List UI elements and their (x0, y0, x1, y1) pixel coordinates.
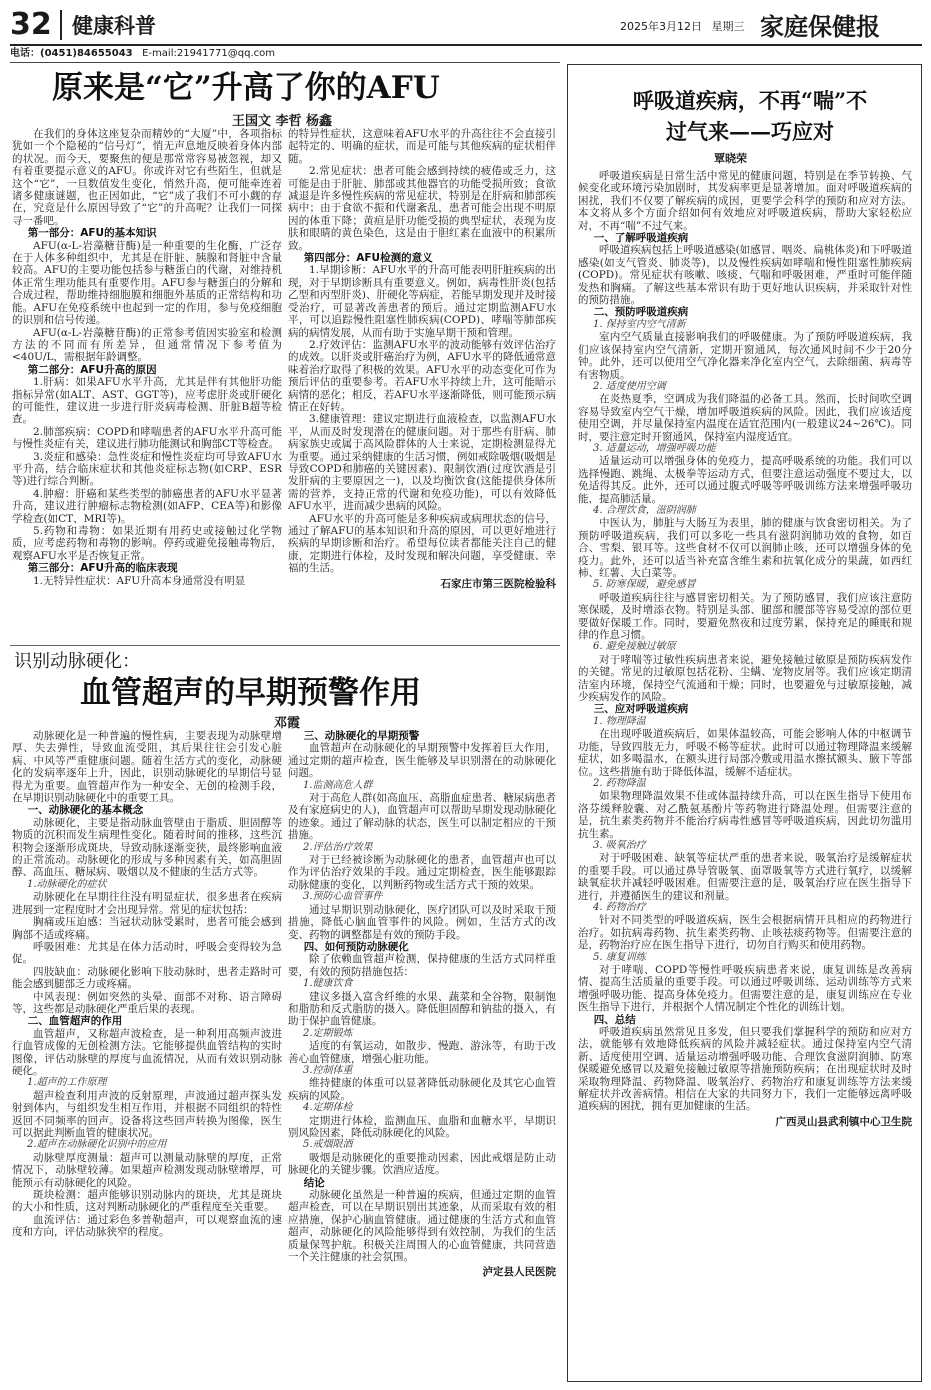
affiliation: 广西灵山县武利镇中心卫生院 (775, 1115, 912, 1128)
paragraph: 四肢缺血：动脉硬化影响下肢动脉时，患者走路时可能会感到腿部乏力或疼痛。 (12, 965, 282, 991)
paragraph: 2.疗效评估：监测AFU水平的波动能够有效评估治疗的成效。以肝炎或肝癌治疗为例，AFU水平的降低通常意味着治疗取得了积极的效果。AFU水平的动态变化可作为预后评估的重要参考。若AFU水平持续上升，这可能暗示病情的恶化；相反，若AFU水平逐渐降低，则可能预示病情正在好转。 (288, 338, 556, 413)
paragraph: 血管超声，又称超声波检查，是一种利用高频声波进行血管成像的无创检测方法。它能够提供血管结构的实时图像，评估动脉壁的厚度与血流情况，从而有效识别动脉硬化。 (12, 1027, 282, 1077)
subsection-heading: 4.定期体检 (303, 1102, 353, 1114)
paragraph: 对于哮喘等过敏性疾病患者来说，避免接触过敏原是预防疾病发作的关键。常见的过敏原包括花粉、尘螨、宠物皮屑等。我们应该定期清洁室内环境，保持空气流通和干燥；同时，也要避免与过敏原接触，减少疾病发作的风险。 (578, 653, 912, 704)
subsection-heading: 3. 吸氧治疗 (593, 839, 646, 851)
subsection-heading: 5. 防寒保暖，避免感冒 (593, 579, 696, 591)
paragraph: 呼吸道疾病往往与感冒密切相关。为了预防感冒，我们应该注意防寒保暖，及时增添衣物。特别是头部、腿部和腰部等容易受凉的部位更要做好保暖工作。同时，要避免熬夜和过度劳累，保持充足的睡眠和规律的作息习惯。 (578, 591, 912, 642)
paragraph: 4.肿瘤：肝癌和某些类型的肺癌患者的AFU水平显著升高，建议进行肿瘤标志物检测(如AFP、CEA等)和影像学检查(如CT、MRI等)。 (12, 487, 282, 525)
affiliation: 泸定县人民医院 (482, 1266, 556, 1279)
article1-column-left (12, 128, 282, 640)
paragraph: 呼吸道疾病包括上呼吸道感染(如感冒、咽炎、扁桃体炎)和下呼吸道感染(如支气管炎、肺炎等)，以及慢性疾病如哮喘和慢性阻塞性肺疾病(COPD)。常见症状有咳嗽、咳痰、气喘和呼吸困难，严重时可能伴随发热和胸痛。了解这些基本常识有助于更好地认识疾病，并采取针对性的预防措施。 (578, 244, 912, 307)
paragraph: 定期进行体检，监测血压、血脂和血糖水平，早期识别风险因素，降低动脉硬化的风险。 (288, 1114, 556, 1139)
subsection-heading: 5. 康复训练 (593, 951, 646, 963)
section-heading: 第二部分：AFU升高的原因 (27, 363, 157, 376)
subsection-heading: 1. 物理降温 (593, 715, 646, 727)
paragraph: 1.早期诊断：AFU水平的升高可能表明肝脏疾病的出现，对于早期诊断具有重要意义。例如，病毒性肝炎(包括乙型和丙型肝炎)、肝硬化等病症，若能早期发现并及时接受治疗，可显著改善患者的预后。通过定期监测AFU水平，可以追踪慢性阻塞性肺疾病(COPD)、哮喘等肺部疾病的病情发展，从而有助于实施早期干预和管理。 (288, 264, 556, 339)
paragraph: 动脉硬化虽然是一种普遍的疾病，但通过定期的血管超声检查，可以在早期识别出其迹象，从而采取有效的相应措施，保护心脑血管健康。通过健康的生活方式和血管超声，动脉硬化的风险能够得到有效控制，为我们的生活质量保驾护航。积极关注周围人的心血管健康，共同营造一个关注健康的社会氛围。 (288, 1189, 556, 1264)
date-text: 2025年3月12日 (620, 20, 702, 33)
paragraph: 对于已经被诊断为动脉硬化的患者，血管超声也可以作为评估治疗效果的手段。通过定期检查，医生能够跟踪动脉健康的变化，以判断药物或生活方式干预的效果。 (288, 854, 556, 891)
paragraph: 在炎热夏季，空调成为我们降温的必备工具。然而，长时间吹空调容易导致室内空气干燥，增加呼吸道疾病的风险。因此，我们应该适度使用空调，并尽量保持室内温度在适宜范围内(一般建议24~26℃)。同时，要注意定时开窗通风，保持室内湿度适宜。 (578, 393, 912, 443)
subsection-heading: 6. 避免接触过敏原 (593, 641, 676, 653)
section-heading: 结论 (303, 1176, 325, 1189)
article1-title: 原来是“它”升高了你的AFU (52, 70, 440, 106)
paragraph: 在我们的身体这座复杂而精妙的“大厦”中，各项指标犹如一个个隐秘的“信号灯”，悄无声息地反映着身体内部的状况。而今天，要聚焦的便是那常常容易被忽视，却又有着重要提示意义的AFU。你或许对它有些陌生，但就是这个“它”，一旦数值发生变化，悄然升高，便可能牵连着诸多健康谜题，也正因如此，“它”成了我们不可小觑的存在，究竟是什么原因导致了“它”的升高呢？让我们一同探寻一番吧。 (12, 128, 282, 227)
paragraph: AFU(α-L-岩藻糖苷酶)是一种重要的生化酶，广泛存在于人体多种组织中，尤其是在肝脏、胰腺和肾脏中含量较高。AFU的主要功能包括参与糖蛋白的代谢，对维持机体正常生理功能具有重要作用。AFU参与糖蛋白的分解和合成过程，帮助维持细胞膜和细胞外基质的正常结构和功能。AFU在免疫系统中也起到一定的作用，参与免疫细胞的识别和信号传递。 (12, 239, 282, 327)
email-text: E-mail:21941771@qq.com (142, 48, 275, 59)
paragraph: AFU水平的升高可能是多种疾病或病理状态的信号，通过了解AFU的基本知识和升高的原因，可以更好地进行疾病的早期诊断和治疗。希望每位读者都能关注自己的健康，定期进行体检，及时发现和解决问题，享受健康、幸福的生活。 (288, 512, 556, 575)
subsection-heading: 2.定期锻炼 (303, 1027, 353, 1039)
subsection-heading: 1.健康饮食 (303, 978, 353, 990)
paragraph: 2.肺部疾病：COPD和哮喘患者的AFU水平升高可能与慢性炎症有关，建议进行肺功能测试和胸部CT等检查。 (12, 425, 282, 451)
paragraph: 如果物理降温效果不佳或体温持续升高，可以在医生指导下使用布洛芬缓释胶囊、对乙酰氨基酚片等药物进行降温处理。但需要注意的是，抗生素类药物并不能治疗病毒性感冒等呼吸道疾病，因此切勿滥用抗生素。 (578, 790, 912, 840)
paragraph: 1.肝病：如果AFU水平升高，尤其是伴有其他肝功能指标异常(如ALT、AST、GGT等)，应考虑肝炎或肝硬化的可能性，建议进一步进行肝炎病毒检测、肝脏B超等检查。 (12, 376, 282, 426)
contact-rule (10, 62, 560, 63)
section-heading: 第四部分：AFU检测的意义 (303, 252, 433, 265)
paragraph: 在出现呼吸道疾病后，如果体温较高，可能会影响人体的中枢调节功能，导致四肢无力，呼吸不畅等症状。此时可以通过物理降温来缓解症状，如多喝温水，在额头进行局部冷敷或用温水擦拭额头、腋下等部位。这些措施有助于降低体温，缓解不适症状。 (578, 728, 912, 778)
section-heading: 三、应对呼吸道疾病 (593, 703, 689, 716)
paragraph: AFU(α-L-岩藻糖苷酶)的正常参考值因实验室和检测方法的不同而有所差异，但通常情况下参考值为<40U/L，需根据年龄调整。 (12, 326, 282, 364)
subsection-heading: 4. 合理饮食，滋阴润肺 (593, 504, 696, 516)
paragraph: 胸痛或压迫感：当冠状动脉受累时，患者可能会感到胸部不适或疼痛。 (12, 916, 282, 941)
paragraph: 动脉硬化是一种普遍的慢性病，主要表现为动脉壁增厚、失去弹性，导致血流受阻，其后果往往会引发心脏病、中风等严重健康问题。随着生活方式的变化，动脉硬化的发病率逐年上升，因此，识别动脉硬化的早期信号显得尤为重要。血管超声作为一种安全、无创的检测手段，在早期识别动脉硬化中的重要工具。 (12, 730, 282, 805)
paragraph: 血管超声在动脉硬化的早期预警中发挥着巨大作用，通过定期的超声检查，医生能够及早识别潜在的动脉硬化问题。 (288, 742, 556, 780)
issue-date (620, 20, 745, 34)
paragraph: 建议多摄入富含纤维的水果、蔬菜和全谷物，限制饱和脂肪和反式脂肪的摄入。降低胆固醇和钠盐的摄入，有助于保护血管健康。 (288, 990, 556, 1028)
subsection-heading: 2.评估治疗效果 (303, 841, 373, 853)
subsection-heading: 1.超声的工作原理 (27, 1077, 107, 1089)
subsection-heading: 2. 药物降温 (593, 777, 646, 789)
affiliation: 石家庄市第三医院检验科 (440, 577, 556, 590)
paragraph: 对于哮喘、COPD等慢性呼吸疾病患者来说，康复训练是改善病情、提高生活质量的重要手段。可以通过呼吸训练、运动训练等方式来增强呼吸功能、提高身体免疫力。但需要注意的是，康复训练应在专业医生指导下进行，并根据个人情况制定个性化的训练计划。 (578, 964, 912, 1014)
subsection-heading: 1.动脉硬化的症状 (27, 878, 107, 890)
paragraph: 呼吸困难：尤其是在体力活动时，呼吸会变得较为急促。 (12, 940, 282, 966)
subsection-heading: 1.监测高危人群 (303, 779, 373, 791)
paragraph: 动脉硬化在早期往往没有明显症状，很多患者在疾病进展到一定程度时才会出现异常。常见的症状包括： (12, 891, 282, 916)
article3-title-line2: 过气来——巧应对 (666, 119, 834, 144)
paragraph: 斑块检测：超声能够识别动脉内的斑块，尤其是斑块的大小和性质，这对判断动脉硬化的严重程度至关重要。 (12, 1189, 282, 1214)
article3-author: 覃晓荣 (714, 152, 747, 165)
article2-column-right (288, 730, 556, 1376)
paragraph: 除了依赖血管超声检测，保持健康的生活方式同样重要，有效的预防措施包括： (288, 953, 556, 978)
page-number: 32 (10, 7, 52, 42)
subsection-heading: 2.超声在动脉硬化识别中的应用 (27, 1139, 167, 1151)
paragraph: 室内空气质量直接影响我们的呼吸健康。为了预防呼吸道疾病，我们应该保持室内空气清新，定期开窗通风，每次通风时间不少于20分钟。此外，还可以使用空气净化器来净化室内空气，去除细菌、病毒等有害物质。 (578, 331, 912, 381)
paragraph: 5.药物和毒物：如果近期有用药史或接触过化学物质，应考虑药物和毒物的影响。停药或避免接触毒物后，观察AFU水平是否恢复正常。 (12, 525, 282, 562)
section-heading: 第三部分：AFU升高的临床表现 (27, 562, 178, 575)
section-heading: 第一部分：AFU的基本知识 (27, 227, 157, 240)
subsection-heading: 2. 适度使用空调 (593, 380, 666, 392)
paragraph: 中医认为，肺脏与大肠互为表里，肺的健康与饮食密切相关。为了预防呼吸道疾病，我们可以多吃一些具有滋阴润肺功效的食物，如百合、雪梨、银耳等。这些食材不仅可以润肺止咳，还可以增强身体的免疫力。此外，还可以适当补充富含维生素和抗氧化成分的果蔬，如西红柿、红薯、大白菜等。 (578, 517, 912, 579)
section-heading: 二、预防呼吸道疾病 (593, 306, 689, 319)
paragraph: 适度的有氧运动，如散步、慢跑、游泳等，有助于改善心血管健康，增强心脏功能。 (288, 1040, 556, 1065)
article3-title-line1: 呼吸道疾病，不再“喘”不 (632, 88, 868, 113)
paragraph: 3.健康管理：建议定期进行血液检查，以监测AFU水平，从而及时发现潜在的健康问题。对于那些有肝病、肺病家族史或属于高风险群体的人士来说，定期检测显得尤为重要。通过采纳健康的生活习惯，例如戒除吸烟(吸烟是导致COPD和肺癌的关键因素)、限制饮酒(过度饮酒是引发肝病的主要原因之一)，以及均衡饮食(这能提供身体所需的营养，支持正常的代谢和免疫功能)，可以有效降低AFU水平，进而减少患病的风险。 (288, 413, 556, 513)
header-divider-v (60, 10, 62, 40)
paragraph: 的特异性症状，这意味着AFU水平的升高往往不会直接引起特定的、明确的症状，而是可能与其他疾病的症状相伴随。 (288, 128, 556, 165)
subsection-heading: 4. 药物治疗 (593, 901, 646, 913)
paragraph: 1.无特异性症状：AFU升高本身通常没有明显 (33, 574, 246, 587)
article2-author: 邓霞 (274, 716, 301, 731)
contact-line (10, 48, 275, 60)
weekday-text: 星期三 (711, 20, 745, 33)
paragraph: 3.炎症和感染：急性炎症和慢性炎症均可导致AFU水平升高，结合临床症状和其他炎症标志物(如CRP、ESR等)进行综合判断。 (12, 450, 282, 488)
paragraph: 针对不同类型的呼吸道疾病，医生会根据病情开具相应的药物进行治疗。如抗病毒药物、抗生素类药物、止咳祛痰药物等。但需要注意的是，药物治疗应在医生指导下进行，切勿自行购买和使用药物。 (578, 914, 912, 952)
section-heading: 四、总结 (593, 1013, 636, 1026)
article3-body (578, 170, 912, 1375)
section-name: 健康科普 (72, 14, 156, 38)
subsection-heading: 3.控制体重 (303, 1064, 353, 1076)
subsection-heading: 3.预防心血管事件 (303, 891, 383, 903)
section-heading: 三、动脉硬化的早期预警 (303, 730, 420, 742)
paragraph: 2.常见症状：患者可能会感到持续的疲倦或乏力，这可能是由于肝脏、肺部或其他器官的功能受损所致；食欲减退是许多慢性疾病的常见症状，特别是在肝病和肺部疾病中；由于食欲不振和代谢紊乱，患者可能会出现不明原因的体重下降；黄疸是肝功能受损的典型症状，表现为皮肤和眼睛的黄色染色，这是由于胆红素在血液中的积累所致。 (288, 165, 556, 252)
subsection-heading: 1. 保持室内空气清新 (593, 318, 686, 330)
paragraph: 呼吸道疾病是日常生活中常见的健康问题，特别是在季节转换、气候变化或环境污染加剧时，其发病率更是显著增加。面对呼吸道疾病的困扰，我们不仅要了解疾病的成因，更要学会科学的预防和应对方法。本文将从多个方面介绍如何有效地应对呼吸道疾病，帮助大家轻松应对，不再“喘”不过气来。 (578, 170, 912, 232)
paragraph: 中风表现：例如突然的头晕、面部不对称、语言障碍等，这些都是动脉硬化严重后果的表现。 (12, 990, 282, 1015)
paragraph: 超声检查利用声波的反射原理，声波通过超声探头发射到体内，与组织发生相互作用，并根据不同组织的特性返回不同频率的回声。设备将这些回声转换为图像，医生可以据此判断血管的健康状况。 (12, 1089, 282, 1139)
article1-column-right (288, 128, 556, 640)
section-heading: 四、如何预防动脉硬化 (303, 940, 409, 953)
paragraph: 血流评估：通过彩色多普勒超声，可以观察血流的速度和方向，评估动脉狭窄的程度。 (12, 1213, 282, 1239)
article2-column-left (12, 730, 282, 1376)
paragraph: 对于呼吸困难、缺氧等症状严重的患者来说，吸氧治疗是缓解症状的重要手段。可以通过鼻导管吸氧、面罩吸氧等方式进行氧疗，以缓解缺氧症状并减轻呼吸困难。但需要注意的是，吸氧治疗应在医生指导下进行，并遵循医生的建议和剂量。 (578, 852, 912, 902)
paragraph: 维持健康的体重可以显著降低动脉硬化及其它心血管疾病的风险。 (288, 1077, 556, 1102)
article2-title: 血管超声的早期预警作用 (80, 675, 421, 711)
paragraph: 吸烟是动脉硬化的重要推动因素，因此戒烟是防止动脉硬化的关键步骤。饮酒应适度。 (288, 1151, 556, 1177)
paragraph: 通过早期识别动脉硬化，医疗团队可以及时采取干预措施，降低心脑血管事件的风险。例如，生活方式的改变、药物的调整都是有效的预防手段。 (288, 903, 556, 941)
paragraph: 对于高危人群(如高血压、高脂血症患者、糖尿病患者及有家庭病史的人)，血管超声可以帮助早期发现动脉硬化的迹象。通过了解动脉的状态，医生可以制定相应的干预措施。 (288, 792, 556, 842)
section-heading: 二、血管超声的作用 (27, 1015, 123, 1028)
header-rule (10, 44, 922, 46)
article-separator (10, 645, 560, 646)
section-heading: 一、动脉硬化的基本概念 (27, 804, 144, 817)
paragraph: 呼吸道疾病虽然常见且多发，但只要我们掌握科学的预防和应对方法，就能够有效地降低疾病的风险并减轻症状。通过保持室内空气清新、适度使用空调、适量运动增强呼吸功能、合理饮食滋阴润肺、防寒保暖避免感冒以及避免接触过敏原等措施预防疾病；在出现症状时及时采取物理降温、药物降温、吸氧治疗、药物治疗和康复训练等方法来缓解症状并改善病情。相信在大家的共同努力下，我们一定能够远离呼吸道疾病的困扰，拥有更加健康的生活。 (578, 1026, 912, 1113)
paragraph: 动脉壁厚度测量：超声可以测量动脉壁的厚度，正常情况下，动脉壁较薄。如果超声检测发现动脉壁增厚，可能预示有动脉硬化的风险。 (12, 1151, 282, 1189)
paper-name: 家庭保健报 (760, 12, 880, 41)
subsection-heading: 5.戒烟限酒 (303, 1139, 353, 1151)
subsection-heading: 3. 适量运动，增强呼吸功能 (593, 442, 716, 454)
paragraph: 动脉硬化，主要是指动脉血管壁由于脂质、胆固醇等物质的沉积而发生病理性变化。随着时间的推移，这些沉积物会逐渐形成斑块，导致动脉逐渐变狭，最终影响血液的正常流动。动脉硬化的形成与多种因素有关，如高胆固醇、高血压、糖尿病、吸烟以及不健康的生活方式等。 (12, 816, 282, 879)
article1-authors: 王国文 李哲 杨鑫 (232, 114, 333, 129)
paragraph: 适量运动可以增强身体的免疫力，提高呼吸系统的功能。我们可以选择慢跑、跳绳、太极拳等运动方式，但要注意运动强度不要过大，以免适得其反。此外，还可以通过腹式呼吸等呼吸训练方法来增强呼吸功能，提高肺活量。 (578, 455, 912, 505)
article2-kicker: 识别动脉硬化： (14, 651, 140, 672)
phone-text: 电话：(0451)84655043 (10, 48, 133, 59)
section-heading: 一、了解呼吸道疾病 (593, 232, 689, 245)
